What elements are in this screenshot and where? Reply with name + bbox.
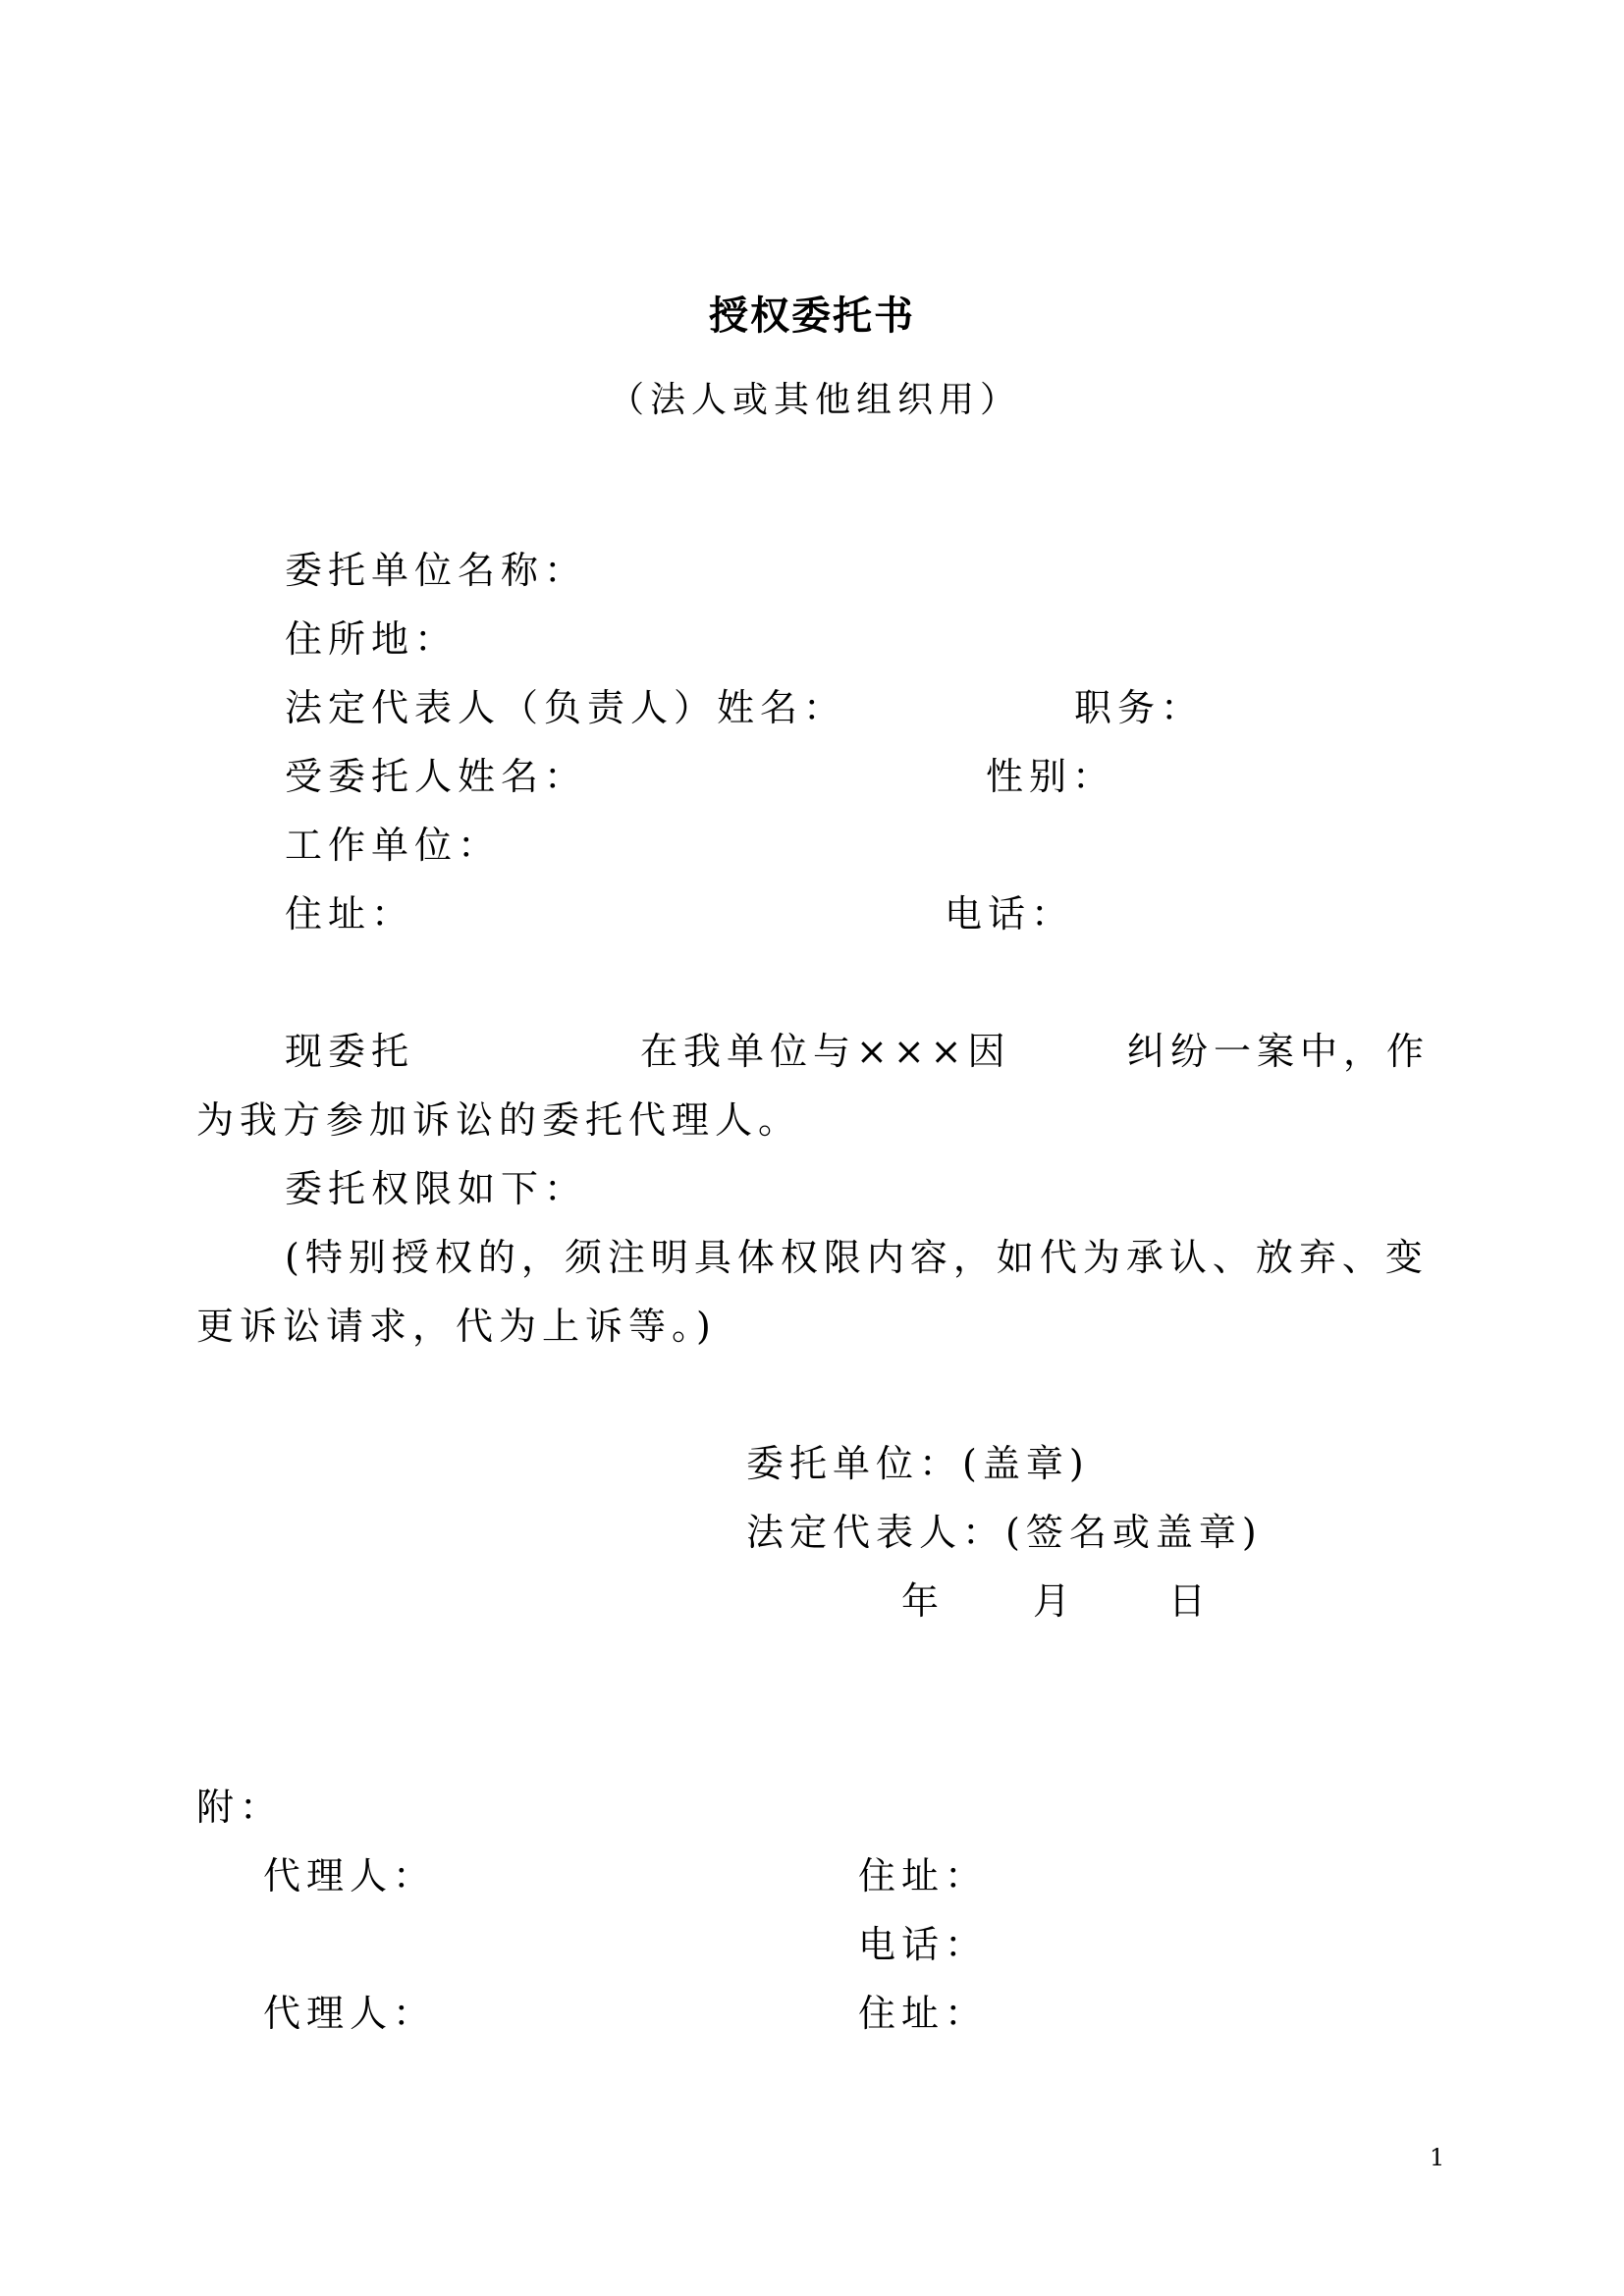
- entrust-line-2: 为我方参加诉讼的委托代理人。: [196, 1098, 802, 1142]
- entrust-text: 现委托: [285, 1030, 415, 1073]
- special-authority-line-2: 更诉讼请求，代为上诉等。): [196, 1305, 717, 1348]
- date-day-label: 日: [1168, 1579, 1213, 1623]
- appendix-label: 附：: [196, 1786, 284, 1829]
- dispute-text: 纠纷一案中，作: [1127, 1030, 1431, 1073]
- appendix-agent-label: 代理人：: [263, 1992, 437, 2035]
- legal-rep-name-label: 法定代表人（负责人）姓名：: [285, 686, 847, 729]
- date-month-label: 月: [1033, 1579, 1077, 1623]
- phone-label: 电话：: [945, 892, 1075, 935]
- entrusting-unit-name-label: 委托单位名称：: [285, 549, 588, 592]
- page-number: 1: [1430, 2144, 1445, 2171]
- gender-label: 性别：: [986, 755, 1116, 798]
- agent-name-label: 受委托人姓名：: [285, 755, 588, 798]
- position-label: 职务：: [1074, 686, 1205, 729]
- document-subtitle: （法人或其他组织用）: [609, 380, 1022, 420]
- appendix-address-label: 住址：: [858, 1854, 989, 1897]
- unit-seal-label: 委托单位：(盖章): [746, 1442, 1090, 1485]
- appendix-address-label: 住址：: [858, 1992, 989, 2035]
- appendix-agent-label: 代理人：: [263, 1854, 437, 1897]
- domicile-label: 住所地：: [285, 617, 459, 661]
- work-unit-label: 工作单位：: [285, 824, 502, 867]
- address-label: 住址：: [285, 892, 415, 935]
- special-authority-line-1: (特别授权的，须注明具体权限内容，如代为承认、放弃、变: [285, 1236, 1429, 1279]
- appendix-phone-label: 电话：: [858, 1923, 989, 1966]
- entrust-in-unit-text: 在我单位与×××因: [640, 1030, 1011, 1073]
- document-title: 授权委托书: [709, 293, 915, 339]
- authority-heading: 委托权限如下：: [285, 1167, 588, 1210]
- date-year-label: 年: [901, 1579, 946, 1623]
- legal-rep-sign-label: 法定代表人：(签名或盖章): [746, 1511, 1263, 1554]
